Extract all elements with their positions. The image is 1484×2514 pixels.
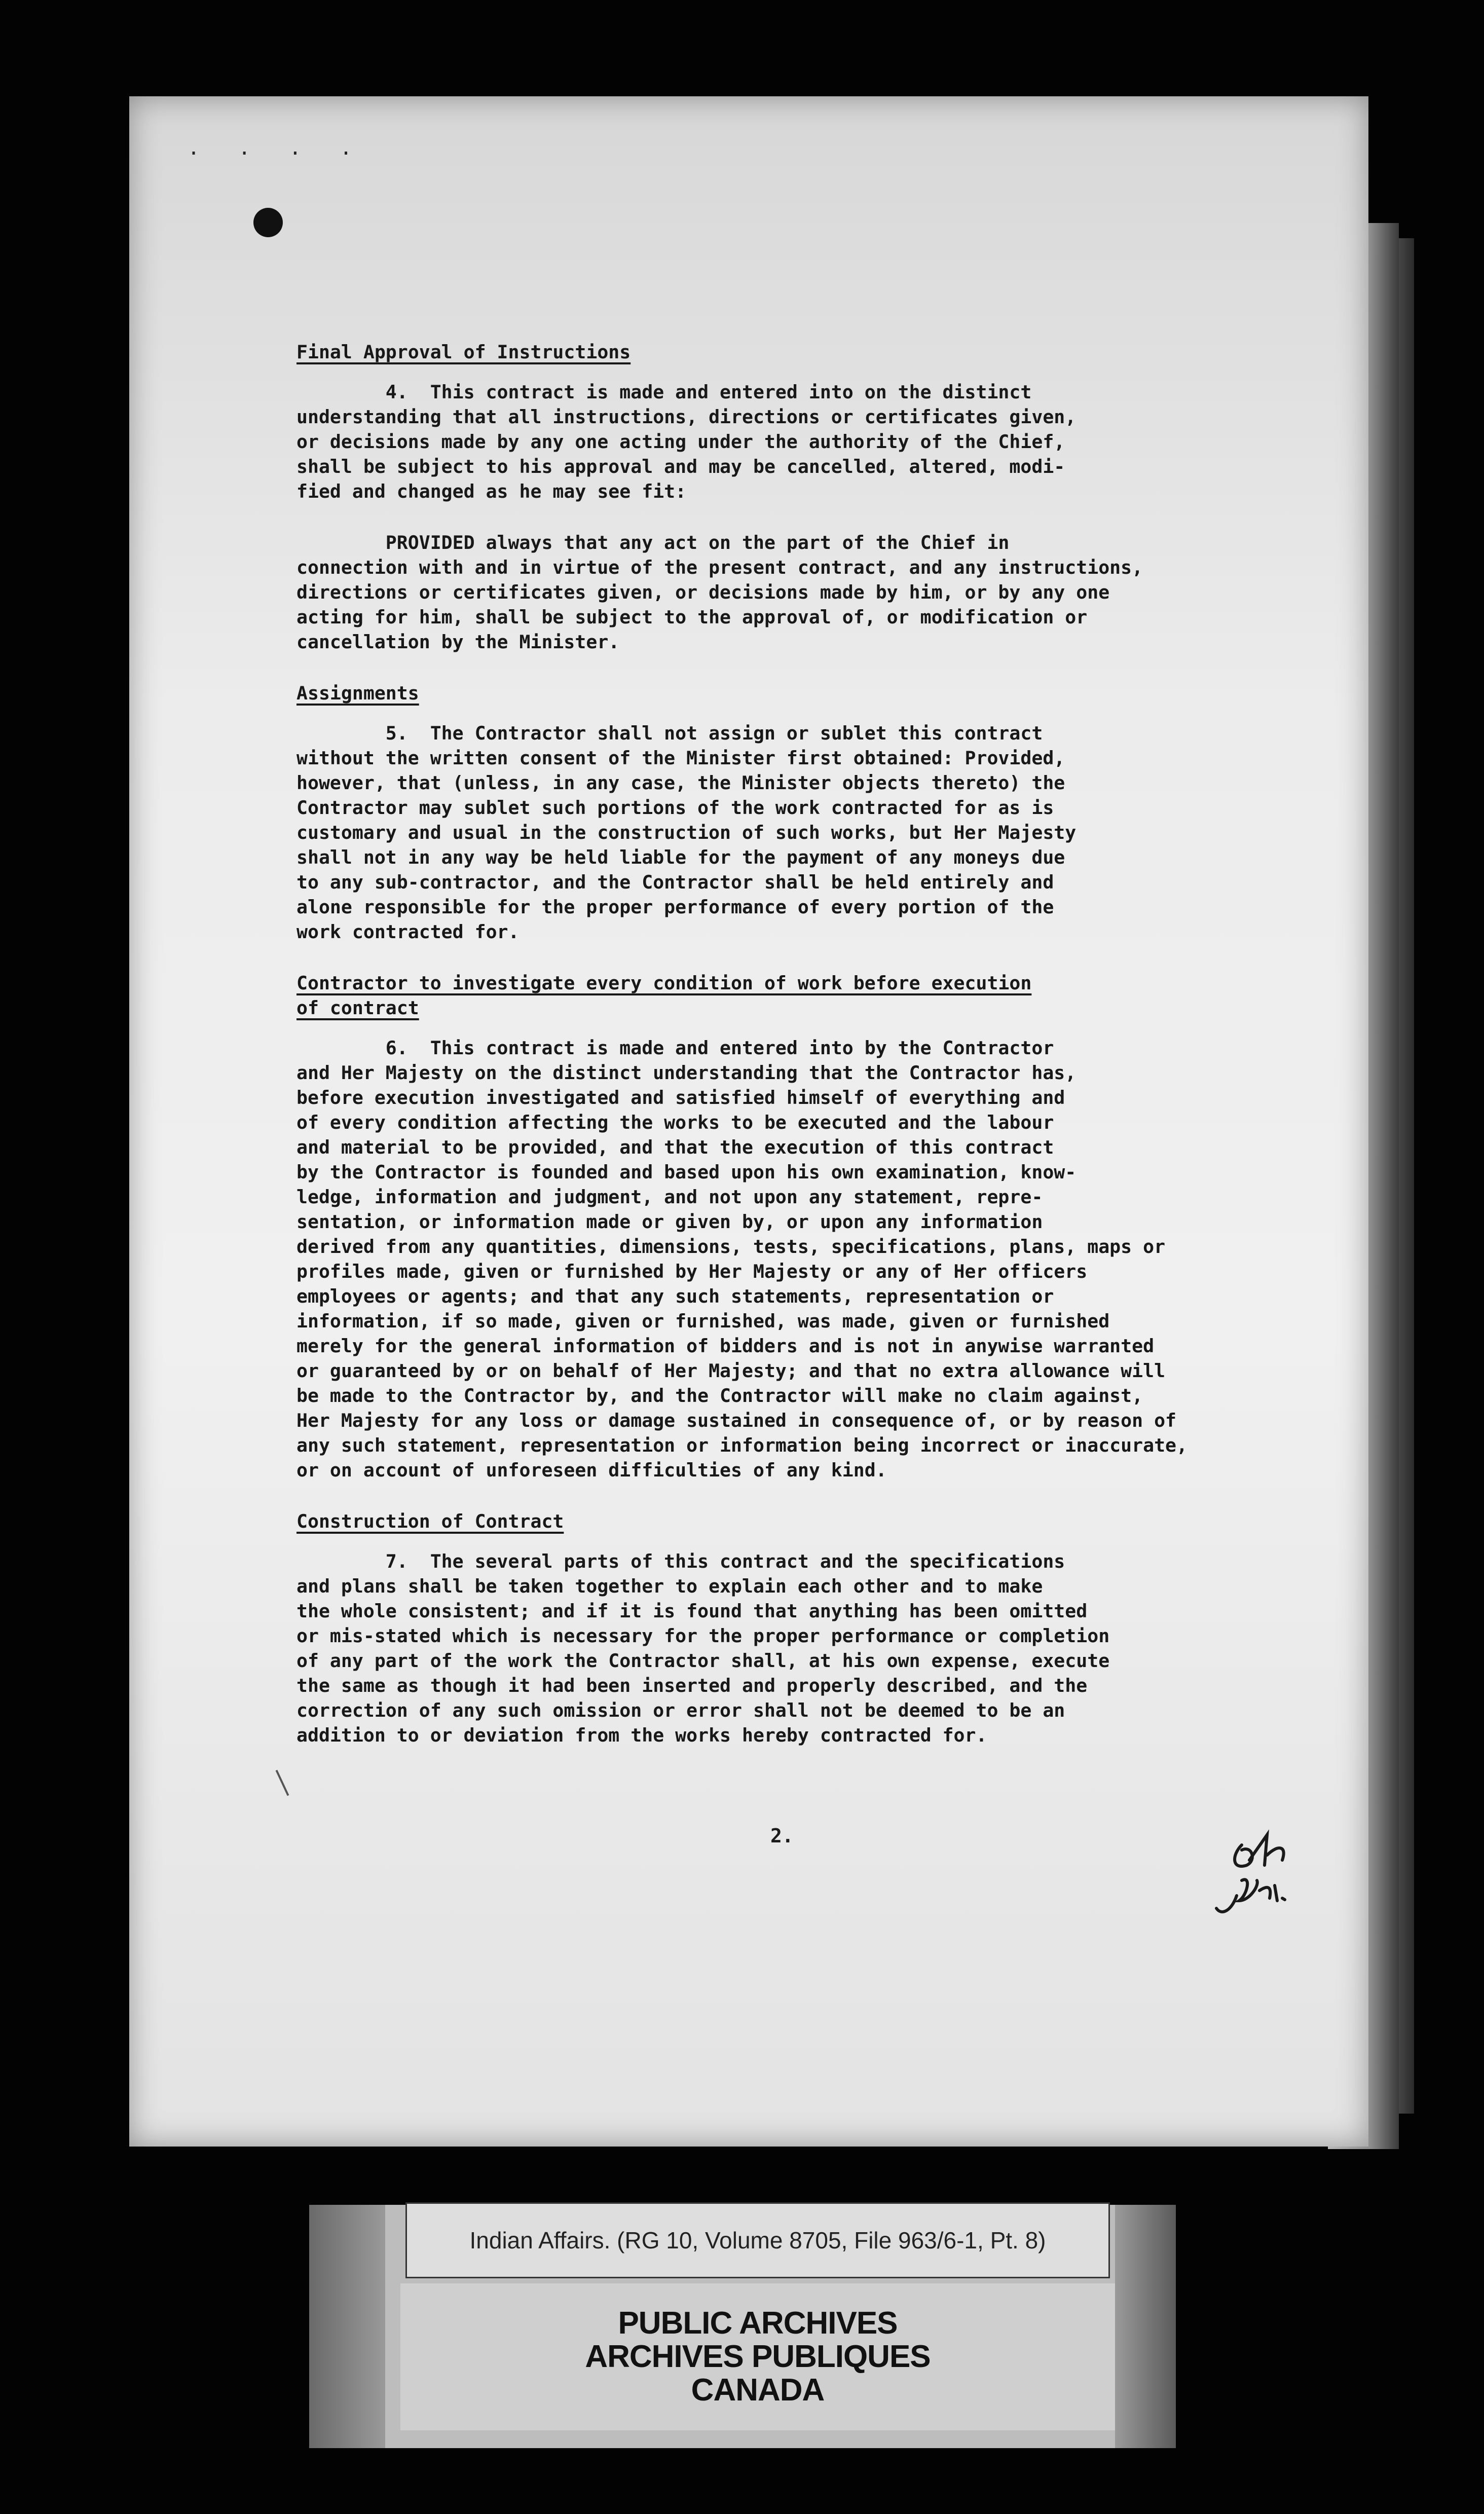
paragraph-6: 6. This contract is made and entered into by the Contractor and Her Majesty on the distinct understanding that the Contractor has, before execution investigated and satisfied himself of everything and of every condition affecting the works to be executed and the labour and material to be provided, and that the execution of this contract by the Contractor is founded and based upon his own examination, know- ledge, information and judgment, and not upon any statement, repre- sentation, or information made or given by, or upon any information derived from any quantities, dimensions, tests, specifications, plans, maps or profiles made, given or furnished by Her Majesty or any of Her officers employees or agents; and that any such statements, representation or information, if so made, given or furnished, was made, given or furnished merely for the general information of bidders and is not in anywise warranted or guaranteed by or on behalf of Her Majesty; and that no extra allowance will be made to the Contractor by, and the Contractor will make no claim against, Her Majesty for any loss or damage sustained in consequence of, or by reason of any such statement, representation or information being incorrect or inaccurate, or on account of unforeseen difficulties of any kind. [296, 1037, 1188, 1481]
archive-reference: Indian Affairs. (RG 10, Volume 8705, File 963/6-1, Pt. 8) [469, 2227, 1046, 2253]
section-heading: Assignments [296, 682, 419, 704]
section-final-approval [296, 340, 1300, 654]
section-heading-line-1: Contractor to investigate every condition of work before execution [296, 972, 1032, 994]
paragraph-proviso: PROVIDED always that any act on the part of the Chief in connection with and in virtue of the present contract, and any instructions, directions or certificates given, or decisions made by him, or by any one acting for him, shall be subject to the approval of, or modification or cancellation by the Minister. [296, 532, 1143, 653]
section-construction [296, 1509, 1300, 1748]
paragraph-4: 4. This contract is made and entered into on the distinct understanding that all instructions, directions or certificates given, or decisions made by any one acting under the authority of the Chief, shall be subject to his approval and may be cancelled, altered, modi- fied and changed as he may see fit: [296, 381, 1077, 502]
archive-reference-label [405, 2202, 1110, 2278]
paragraph-5: 5. The Contractor shall not assign or sublet this contract without the written consent of the Minister first obtained: Provided, however, that (unless, in any case, the Minister objects thereto) the Contractor may sublet such portions of the work contracted for as is customary and usual in the construction of such works, but Her Majesty shall not in any way be held liable for the payment of any moneys due to any sub-contractor, and the Contractor shall be held entirely and alone responsible for the proper performance of every portion of the work contracted for. [296, 722, 1077, 943]
stamp-line-1: PUBLIC ARCHIVES [618, 2306, 898, 2341]
section-heading-line-2: of contract [296, 997, 419, 1019]
archive-stamp [400, 2283, 1115, 2430]
section-assignments [296, 681, 1300, 944]
page-number: 2. [770, 1825, 794, 1847]
paragraph-7: 7. The several parts of this contract and the specifications and plans shall be taken together to explain each other and to make the whole consistent; and if it is found that anything has been omitted or mis-stated which is necessary for the proper performance or completion of any part of the work the Contractor shall, at his own expense, execute the same as though it had been inserted and properly described, and the correction of any such omission or error shall not be deemed to be an addition to or deviation from the works hereby contracted for. [296, 1550, 1110, 1746]
dust-specks: · · · · [188, 142, 365, 165]
section-investigate [296, 971, 1300, 1483]
stamp-line-3: CANADA [691, 2373, 825, 2408]
archive-label-right-edge [1115, 2205, 1176, 2448]
section-heading: Construction of Contract [296, 1510, 564, 1532]
document-body [296, 340, 1300, 1774]
archive-label-left-edge [309, 2205, 385, 2448]
handwritten-initials-signature [1211, 1825, 1303, 1921]
section-heading: Final Approval of Instructions [296, 341, 631, 363]
punch-hole [253, 208, 283, 237]
stamp-line-2: ARCHIVES PUBLIQUES [585, 2339, 931, 2374]
